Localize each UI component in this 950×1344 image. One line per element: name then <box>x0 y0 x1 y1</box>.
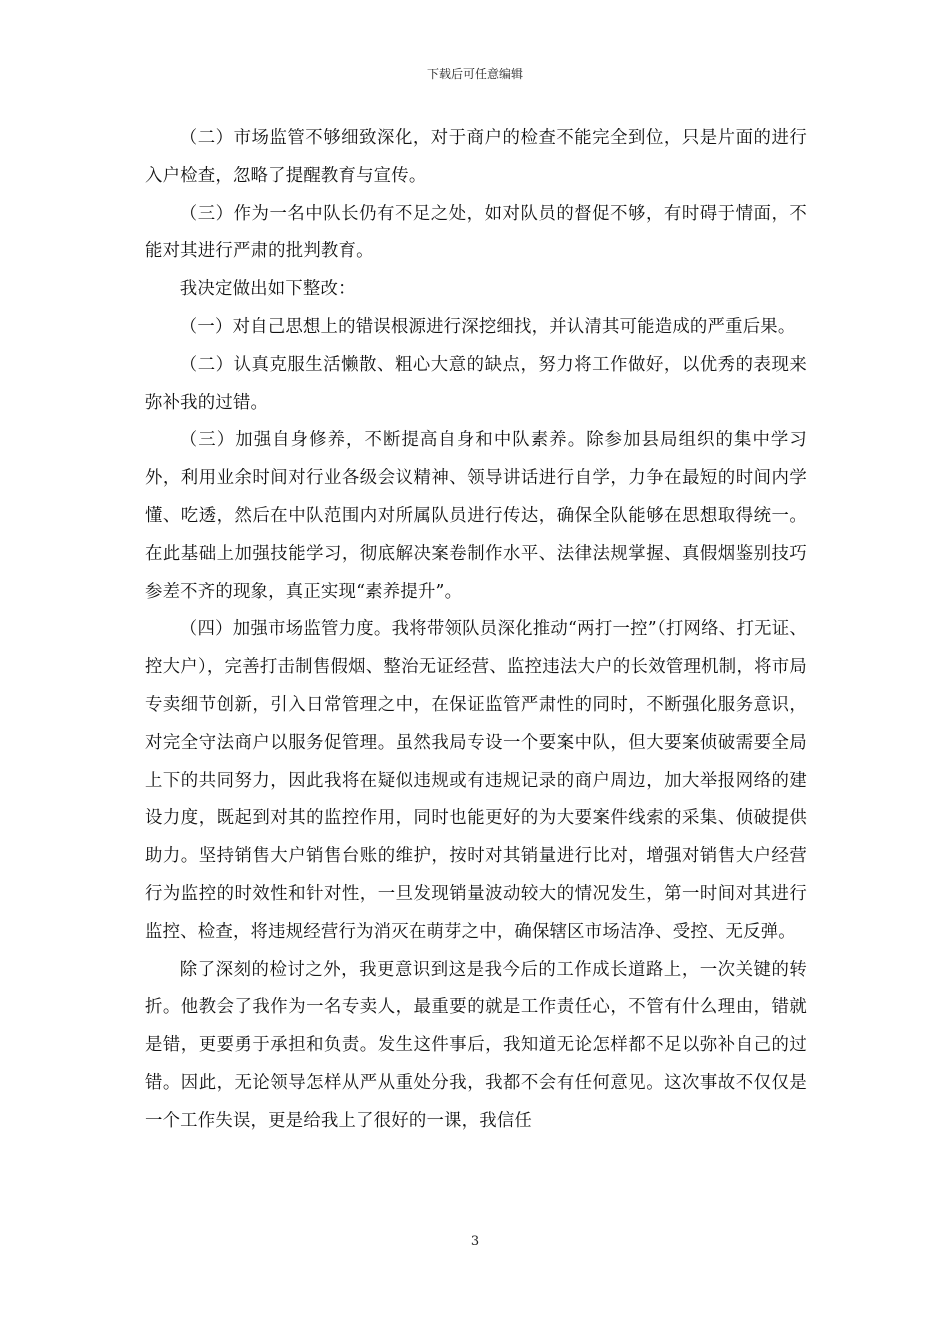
paragraph: （二）认真克服生活懒散、粗心大意的缺点，努力将工作做好，以优秀的表现来弥补我的过错。 <box>145 354 807 413</box>
page-number: 3 <box>470 1234 480 1249</box>
paragraph: （四）加强市场监管力度。我将带领队员深化推动“两打一控”（打网络、打无证、控大户），完善打击制售假烟、整治无证经营、监控违法大户的长效管理机制，将市局专卖细节创新，引入日常管理之中，在保证监管严肃性的同时，不断强化服务意识，对完全守法商户以服务促管理。虽然我局专设一个要案中队，但大要案侦破需要全局上下的共同努力，因此我将在疑似违规或有违规记录的商户周边，加大举报网络的建设力度，既起到对其的监控作用，同时也能更好的为大要案件线索的采集、侦破提供助力。坚持销售大户销售台账的维护，按时对其销量进行比对，增强对销售大户经营行为监控的时效性和针对性，一旦发现销量波动较大的情况发生，第一时间对其进行监控、检查，将违规经营行为消灭在萌芽之中，确保辖区市场洁净、受控、无反弹。 <box>145 619 807 942</box>
paragraph: （二）市场监管不够细致深化，对于商户的检查不能完全到位，只是片面的进行入户检查，忽略了提醒教育与宣传。 <box>145 128 807 186</box>
document-body <box>145 120 807 1141</box>
paragraph: 除了深刻的检讨之外，我更意识到这是我今后的工作成长道路上，一次关键的转折。他教会了我作为一名专卖人，最重要的就是工作责任心，不管有什么理由，错就是错，更要勇于承担和负责。发生这件事后，我知道无论怎样都不足以弥补自己的过错。因此，无论领导怎样从严从重处分我，我都不会有任何意见。这次事故不仅仅是一个工作失误，更是给我上了很好的一课，我信任 <box>145 959 807 1131</box>
paragraph: 我决定做出如下整改： <box>179 279 356 300</box>
page-header: 下载后可任意编辑 <box>426 67 523 81</box>
paragraph: （三）作为一名中队长仍有不足之处，如对队员的督促不够，有时碍于情面，不能对其进行严肃的批判教育。 <box>145 203 807 262</box>
paragraph: （三）加强自身修养，不断提高自身和中队素养。除参加县局组织的集中学习外，利用业余时间对行业各级会议精神、领导讲话进行自学，力争在最短的时间内学懂、吃透，然后在中队范围内对所属队员进行传达，确保全队能够在思想取得统一。在此基础上加强技能学习，彻底解决案卷制作水平、法律法规掌握、真假烟鉴别技巧参差不齐的现象，真正实现“素养提升”。 <box>145 430 807 602</box>
paragraph: （一）对自己思想上的错误根源进行深挖细找，并认清其可能造成的严重后果。 <box>179 316 796 337</box>
